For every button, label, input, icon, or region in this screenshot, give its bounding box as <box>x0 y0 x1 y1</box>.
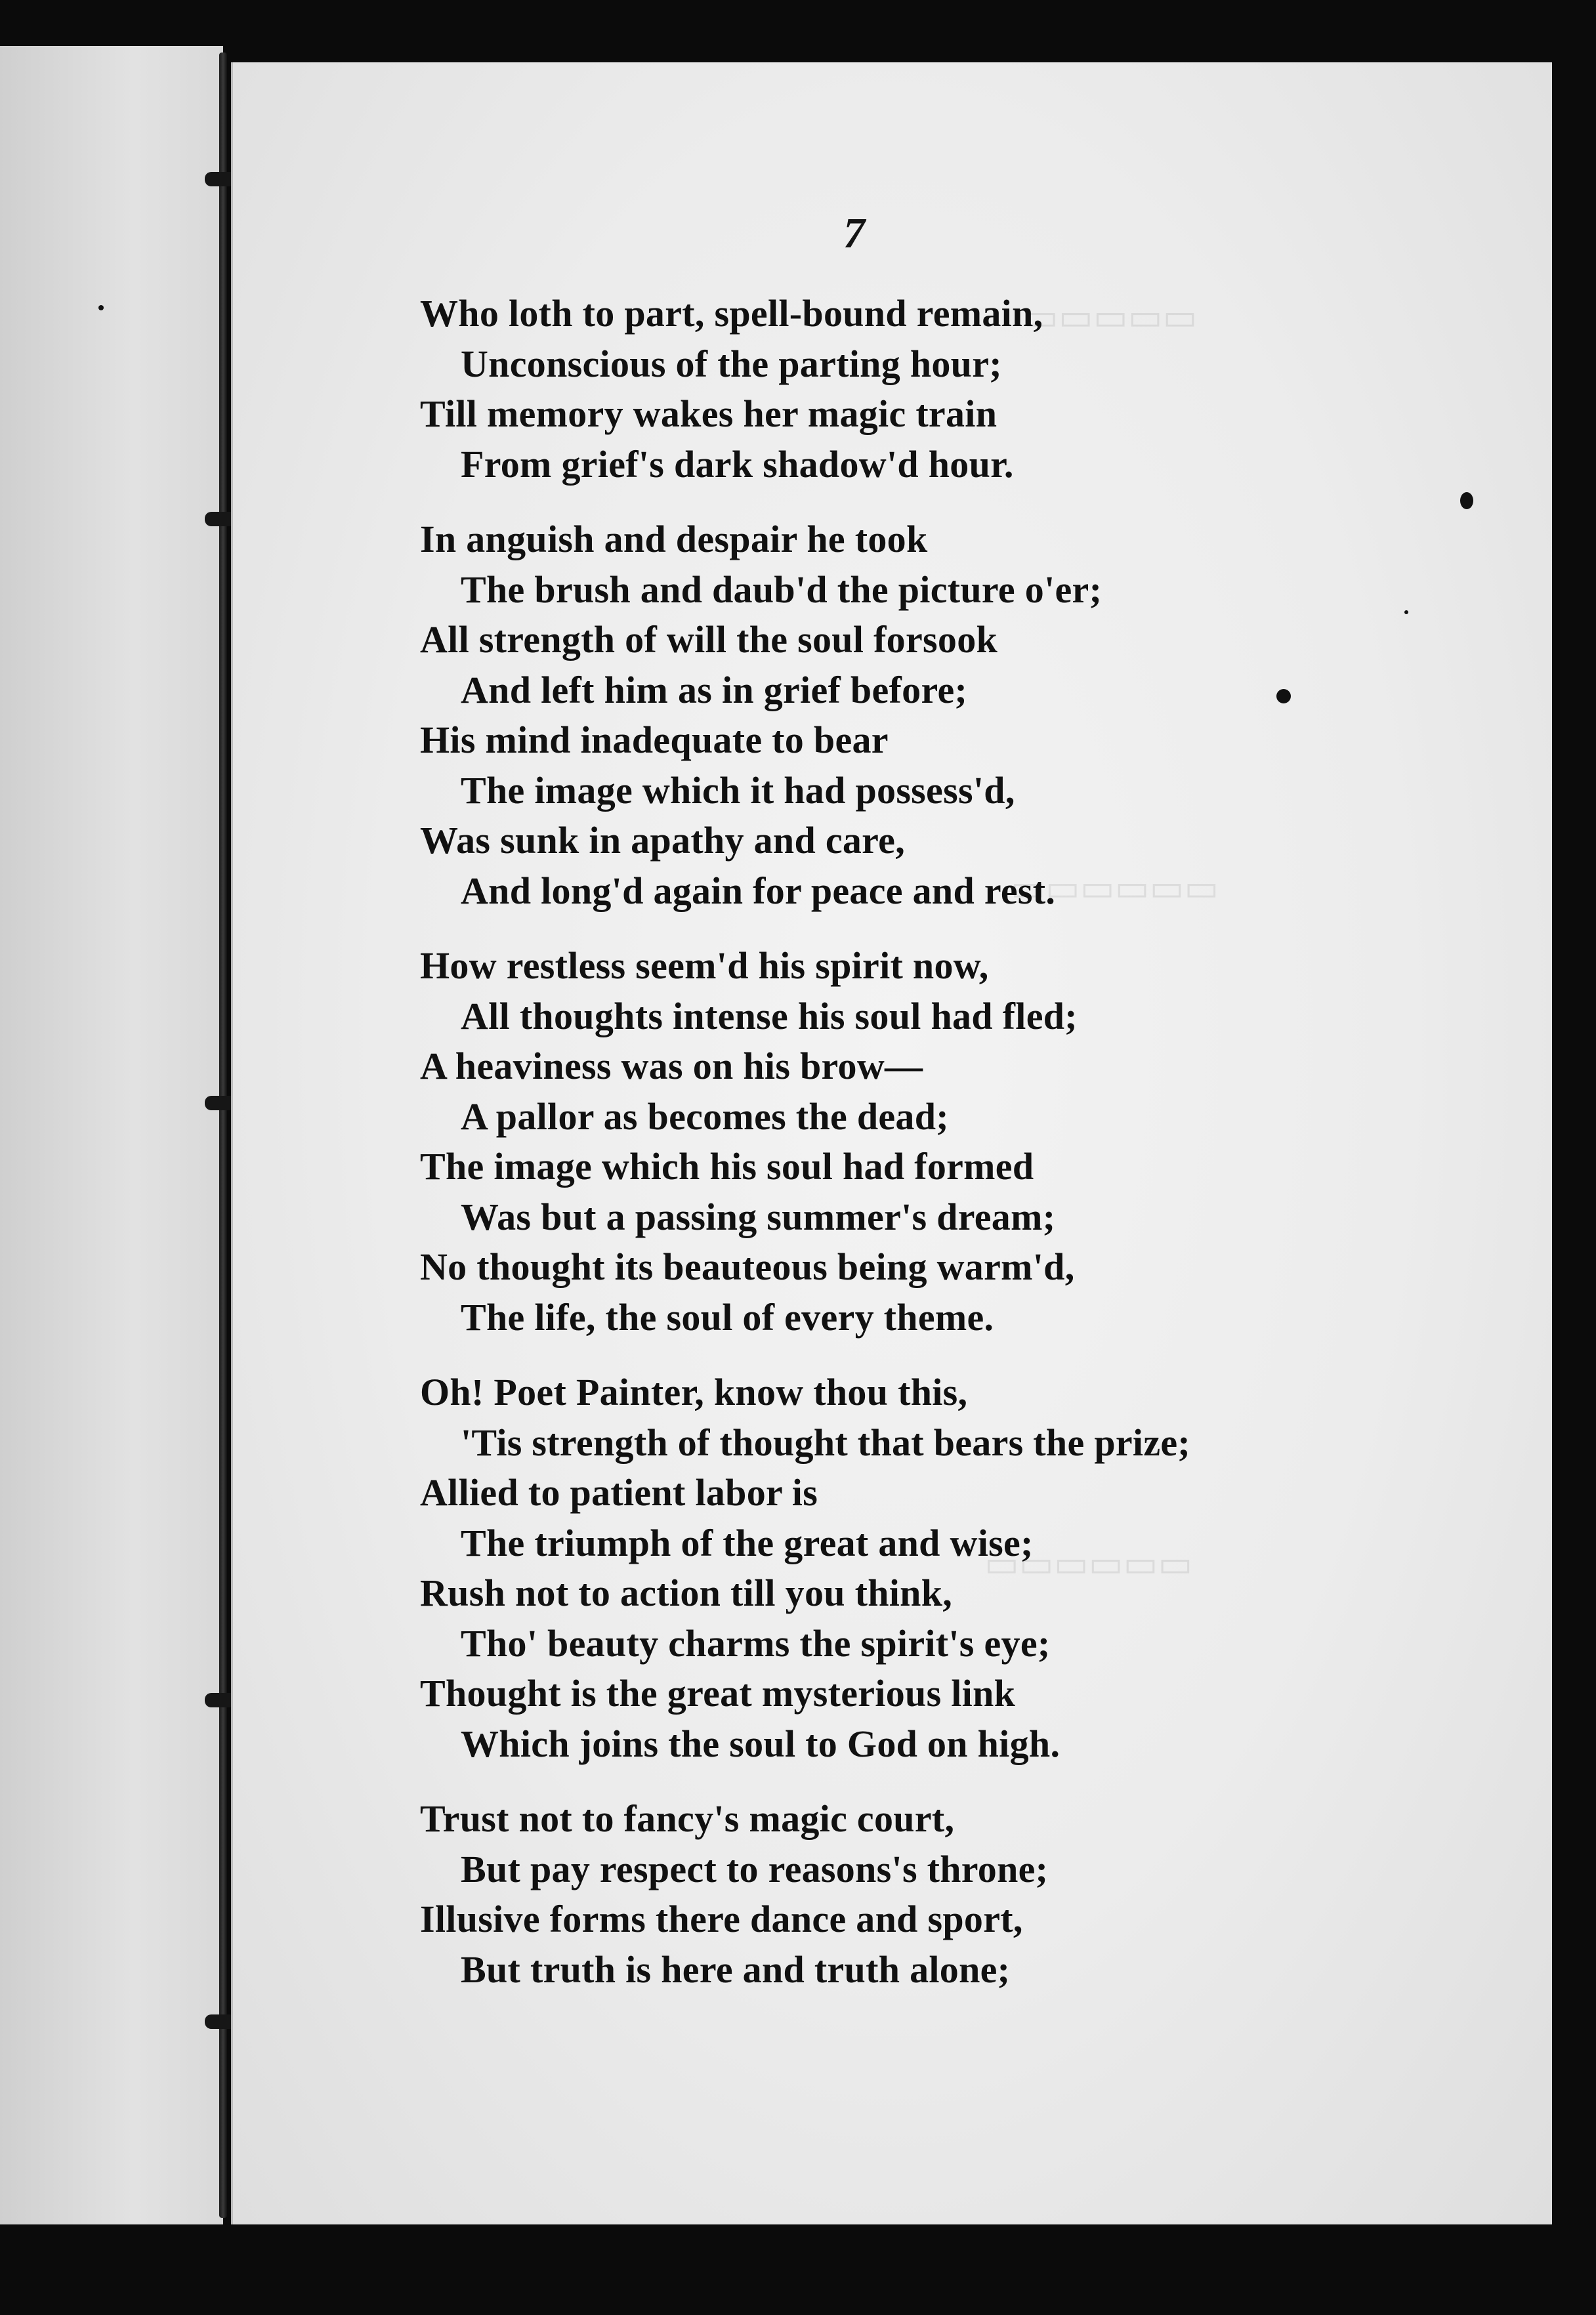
poem-line: Was sunk in apathy and care, <box>420 819 906 862</box>
poem-line: And long'd again for peace and rest. <box>461 869 1056 912</box>
poem-line: Which joins the soul to God on high. <box>461 1722 1060 1765</box>
stanza-1 <box>420 289 1352 490</box>
poem-line: All strength of will the soul forsook <box>420 618 998 661</box>
poem-line: Tho' beauty charms the spirit's eye; <box>461 1621 1051 1665</box>
stanza-3 <box>420 941 1352 1343</box>
poem-line: Allied to patient labor is <box>420 1471 818 1514</box>
poem-line: His mind inadequate to bear <box>420 719 889 761</box>
ink-speck <box>1276 689 1291 703</box>
poem-line: No thought its beauteous being warm'd, <box>420 1245 1075 1288</box>
poem-line: All thoughts intense his soul had fled; <box>461 994 1078 1037</box>
poem-line: The image which his soul had formed <box>420 1145 1034 1188</box>
poem-line: The image which it had possess'd, <box>461 768 1015 812</box>
bleed-through-shadow: ▭▭▭▭▭ <box>1024 297 1198 338</box>
poem-line: A heaviness was on his brow— <box>420 1045 923 1087</box>
poem-line: But pay respect to reasons's throne; <box>461 1847 1049 1890</box>
poem-line: And left him as in grief before; <box>461 668 968 711</box>
poem-line: Thought is the great mysterious link <box>420 1672 1016 1715</box>
poem-line: Trust not to fancy's magic court, <box>420 1797 955 1840</box>
poem-line: Who loth to part, spell-bound remain, <box>420 292 1043 335</box>
poem-line: A pallor as becomes the dead; <box>461 1095 949 1138</box>
stanza-4 <box>420 1367 1352 1769</box>
poem-line: The brush and daub'd the picture o'er; <box>461 568 1102 611</box>
poem-line: But truth is here and truth alone; <box>461 1948 1011 1991</box>
poem-line: The life, the soul of every theme. <box>461 1295 994 1339</box>
poem-line: Till memory wakes her magic train <box>420 392 998 435</box>
poem-line: Was but a passing summer's dream; <box>461 1195 1056 1238</box>
ink-speck <box>98 305 104 310</box>
poem-line: How restless seem'd his spirit now, <box>420 944 989 987</box>
poem-line: From grief's dark shadow'd hour. <box>461 442 1014 486</box>
poem-line: Unconscious of the parting hour; <box>461 342 1002 385</box>
poem-line: Rush not to action till you think, <box>420 1572 953 1614</box>
poem-line: The triumph of the great and wise; <box>461 1521 1034 1564</box>
ink-speck <box>1404 610 1408 614</box>
book-binding <box>219 52 227 2218</box>
stanza-2 <box>420 514 1352 916</box>
poem-line: In anguish and despair he took <box>420 518 928 560</box>
poem-line: 'Tis strength of thought that bears the prize; <box>461 1421 1191 1464</box>
bleed-through-shadow: ▭▭▭▭▭▭ <box>984 1544 1193 1585</box>
stanza-5 <box>420 1794 1352 1995</box>
poem <box>420 289 1352 2020</box>
ink-speck <box>1460 492 1473 509</box>
page-number: 7 <box>843 209 865 257</box>
bleed-through-shadow: ▭▭▭▭▭▭ <box>1011 868 1219 909</box>
poem-line: Oh! Poet Painter, know thou this, <box>420 1371 968 1413</box>
poem-line: Illusive forms there dance and sport, <box>420 1898 1023 1940</box>
previous-page-edge <box>0 46 223 2224</box>
